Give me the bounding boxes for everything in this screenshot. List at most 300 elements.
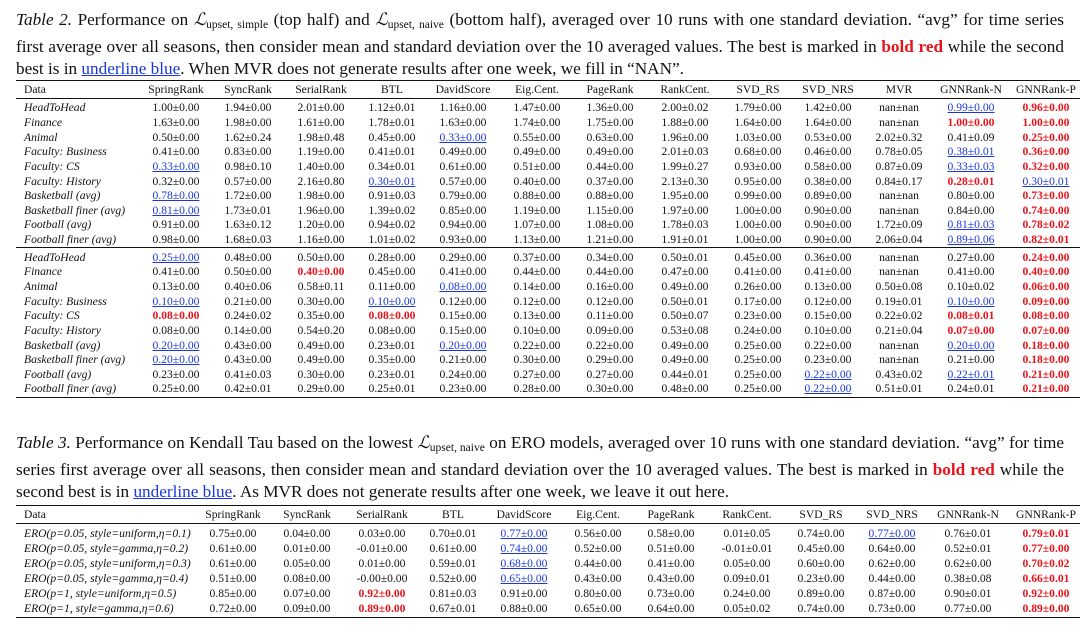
- result-cell: 0.44±0.00: [574, 556, 622, 570]
- result-cell: 0.23±0.00: [804, 353, 852, 367]
- table-row: [16, 524, 1080, 542]
- result-cell: 0.44±0.00: [586, 265, 634, 279]
- result-cell: 0.44±0.00: [513, 265, 561, 279]
- result-cell: 0.09±0.00: [1022, 294, 1070, 308]
- result-cell: 0.80±0.00: [574, 586, 622, 600]
- column-header: Eig.Cent.: [576, 508, 620, 521]
- result-cell: 0.09±0.01: [723, 571, 771, 585]
- dataset-name: Faculty: Business: [24, 294, 107, 308]
- result-cell: 0.21±0.00: [439, 353, 487, 367]
- result-cell: 1.95±0.00: [661, 189, 709, 203]
- result-cell: 0.88±0.00: [513, 189, 561, 203]
- result-cell: 0.72±0.00: [209, 602, 257, 616]
- table-row: [16, 116, 1080, 131]
- result-cell: 0.82±0.01: [1022, 233, 1070, 247]
- dataset-name: Football (avg): [24, 218, 92, 232]
- result-cell: 0.98±0.10: [224, 159, 272, 173]
- result-cell: 0.50±0.00: [297, 250, 345, 264]
- table-row: [16, 280, 1080, 295]
- result-cell: 0.41±0.00: [947, 265, 995, 279]
- result-cell: 1.21±0.00: [586, 233, 634, 247]
- result-cell: 1.63±0.00: [152, 115, 200, 129]
- result-cell: 0.77±0.00: [868, 526, 916, 540]
- result-cell: nan±nan: [879, 101, 919, 115]
- result-cell: 0.36±0.00: [1022, 145, 1070, 159]
- result-cell: 0.14±0.00: [224, 323, 272, 337]
- result-cell: 0.10±0.02: [947, 280, 995, 293]
- result-cell: 0.41±0.01: [368, 145, 416, 159]
- result-cell: 0.91±0.00: [152, 218, 200, 232]
- result-cell: 0.21±0.00: [1022, 382, 1070, 396]
- dataset-name: Finance: [24, 265, 62, 279]
- result-cell: 0.18±0.00: [1022, 353, 1070, 367]
- result-cell: 0.81±0.03: [947, 218, 995, 232]
- column-header: PageRank: [586, 83, 634, 96]
- result-cell: 1.96±0.00: [297, 203, 345, 217]
- result-cell: 0.67±0.01: [429, 602, 477, 616]
- result-cell: 0.45±0.00: [797, 541, 845, 555]
- column-header: SpringRank: [148, 83, 204, 96]
- column-header: MVR: [885, 83, 913, 96]
- result-cell: 0.11±0.00: [586, 309, 634, 323]
- table-row: [16, 309, 1080, 324]
- result-cell: nan±nan: [879, 189, 919, 203]
- result-cell: 0.41±0.00: [734, 265, 782, 279]
- result-cell: 1.72±0.09: [875, 218, 923, 232]
- table-row: [16, 160, 1080, 175]
- result-cell: 0.21±0.00: [947, 353, 995, 367]
- result-cell: 0.98±0.00: [152, 233, 200, 247]
- column-header: BTL: [381, 83, 403, 96]
- dataset-name: ERO(p=0.05, style=uniform,η=0.3): [24, 556, 191, 570]
- result-cell: 0.14±0.00: [513, 280, 561, 293]
- result-cell: 0.57±0.00: [224, 174, 272, 188]
- column-header: SerialRank: [356, 508, 408, 521]
- result-cell: 0.74±0.00: [797, 526, 845, 540]
- result-cell: 1.74±0.00: [513, 115, 561, 129]
- result-cell: 0.93±0.00: [734, 159, 782, 173]
- result-cell: 0.89±0.06: [947, 233, 995, 247]
- column-header: SVD_RS: [736, 83, 780, 96]
- result-cell: 0.51±0.00: [647, 541, 695, 555]
- result-cell: 1.19±0.00: [297, 145, 345, 159]
- result-cell: 0.45±0.00: [368, 130, 416, 144]
- dataset-name: Basketball (avg): [24, 338, 101, 352]
- result-cell: 0.61±0.00: [209, 541, 257, 555]
- result-cell: 0.44±0.01: [661, 367, 709, 381]
- table-row: [16, 248, 1080, 265]
- result-cell: 0.12±0.00: [804, 294, 852, 308]
- result-cell: 0.27±0.00: [586, 367, 634, 381]
- result-cell: 1.20±0.00: [297, 218, 345, 232]
- result-cell: 2.13±0.30: [661, 174, 709, 188]
- column-header: DavidScore: [435, 83, 491, 96]
- result-cell: 1.00±0.00: [734, 203, 782, 217]
- result-cell: 0.10±0.00: [368, 294, 416, 308]
- result-cell: 1.79±0.00: [734, 101, 782, 115]
- result-cell: 0.62±0.00: [868, 556, 916, 570]
- result-cell: 0.24±0.02: [224, 309, 272, 323]
- result-cell: 0.49±0.00: [297, 338, 345, 352]
- result-cell: 0.15±0.00: [439, 323, 487, 337]
- result-cell: 0.26±0.00: [734, 280, 782, 293]
- result-cell: 0.92±0.00: [358, 586, 406, 600]
- result-cell: 0.13±0.00: [152, 280, 200, 293]
- result-cell: 1.96±0.00: [661, 130, 709, 144]
- result-cell: 0.63±0.00: [586, 130, 634, 144]
- result-cell: 0.30±0.00: [513, 353, 561, 367]
- result-cell: 1.40±0.00: [297, 159, 345, 173]
- result-cell: 1.98±0.48: [297, 130, 345, 144]
- result-cell: 0.42±0.01: [224, 382, 272, 396]
- result-cell: 0.43±0.00: [224, 353, 272, 367]
- result-cell: 0.64±0.00: [868, 541, 916, 555]
- result-cell: 0.10±0.00: [804, 323, 852, 337]
- result-cell: 0.15±0.00: [804, 309, 852, 323]
- result-cell: 1.01±0.02: [368, 233, 416, 247]
- result-cell: 0.25±0.00: [734, 353, 782, 367]
- table-row: [16, 541, 1080, 556]
- result-cell: 0.22±0.00: [513, 338, 561, 352]
- result-cell: 0.25±0.00: [152, 250, 200, 264]
- dataset-name: Football finer (avg): [24, 382, 117, 396]
- result-cell: 1.63±0.00: [439, 115, 487, 129]
- table3-header-row: [16, 506, 1080, 524]
- column-header: GNNRank-N: [940, 83, 1002, 96]
- table2-caption-text: Performance on ℒ$_{upset, simple}$ (top half) and ℒ$_{upset, naive}$ (bottom half), averaged over 10 runs with one standard deviation. “avg” for time series first average over all seasons, then consider mean and standard deviation over the 10 averaged values. The best is marked in bold red while the second best is in underline blue. When MVR does not generate results after one week, we fill in “NAN”.: [16, 10, 1064, 78]
- dataset-name: Basketball finer (avg): [24, 353, 126, 367]
- result-cell: 1.72±0.00: [224, 189, 272, 203]
- result-cell: 0.50±0.07: [661, 309, 709, 323]
- result-cell: 0.51±0.00: [513, 159, 561, 173]
- result-cell: 0.24±0.00: [1022, 250, 1070, 264]
- result-cell: 0.61±0.00: [429, 541, 477, 555]
- result-cell: 0.40±0.00: [1022, 265, 1070, 279]
- result-cell: nan±nan: [879, 115, 919, 129]
- result-cell: 0.52±0.00: [574, 541, 622, 555]
- result-cell: 0.22±0.01: [947, 367, 995, 381]
- result-cell: -0.01±0.00: [356, 541, 408, 555]
- result-cell: 0.24±0.00: [734, 323, 782, 337]
- result-cell: 0.38±0.01: [947, 145, 995, 159]
- result-cell: 0.50±0.00: [224, 265, 272, 279]
- result-cell: 0.40±0.06: [224, 280, 272, 293]
- result-cell: 0.95±0.00: [734, 174, 782, 188]
- result-cell: 1.64±0.00: [734, 115, 782, 129]
- result-cell: 0.49±0.00: [586, 145, 634, 159]
- column-header: RankCent.: [722, 508, 772, 521]
- result-cell: 0.66±0.01: [1022, 571, 1070, 585]
- result-cell: 1.00±0.00: [947, 115, 995, 129]
- result-cell: 0.07±0.00: [947, 323, 995, 337]
- result-cell: 0.01±0.05: [723, 526, 771, 540]
- table3: [16, 505, 1080, 618]
- result-cell: 0.58±0.00: [804, 159, 852, 173]
- column-header: SVD_NRS: [802, 83, 854, 96]
- result-cell: 0.58±0.11: [297, 280, 345, 293]
- result-cell: 0.96±0.00: [1022, 101, 1070, 115]
- result-cell: 0.54±0.20: [297, 323, 345, 337]
- dataset-name: ERO(p=0.05, style=gamma,η=0.4): [24, 571, 189, 585]
- result-cell: 0.41±0.00: [439, 265, 487, 279]
- result-cell: 0.81±0.00: [152, 203, 200, 217]
- result-cell: 0.64±0.00: [647, 602, 695, 616]
- result-cell: 0.27±0.00: [947, 250, 995, 264]
- table3-caption: [16, 432, 1064, 503]
- result-cell: 0.34±0.01: [368, 159, 416, 173]
- result-cell: 0.08±0.00: [152, 309, 200, 323]
- result-cell: 0.28±0.01: [947, 174, 995, 188]
- result-cell: 0.30±0.01: [1022, 174, 1070, 188]
- result-cell: 1.97±0.00: [661, 203, 709, 217]
- result-cell: 0.10±0.00: [947, 294, 995, 308]
- result-cell: 1.62±0.24: [224, 130, 272, 144]
- result-cell: 1.03±0.00: [734, 130, 782, 144]
- dataset-name: Faculty: CS: [24, 309, 80, 323]
- result-cell: 0.05±0.00: [723, 556, 771, 570]
- result-cell: 1.00±0.00: [734, 218, 782, 232]
- column-header: GNNRank-P: [1016, 83, 1076, 96]
- result-cell: 0.77±0.00: [944, 602, 992, 616]
- result-cell: 0.53±0.08: [661, 323, 709, 337]
- result-cell: 0.33±0.03: [947, 159, 995, 173]
- result-cell: 0.29±0.00: [586, 353, 634, 367]
- result-cell: 0.30±0.00: [297, 294, 345, 308]
- result-cell: 0.73±0.00: [647, 586, 695, 600]
- result-cell: 1.00±0.00: [152, 101, 200, 115]
- table3-label: Table 3.: [16, 433, 71, 452]
- result-cell: 0.48±0.00: [224, 250, 272, 264]
- result-cell: 0.52±0.00: [429, 571, 477, 585]
- result-cell: 0.65±0.00: [574, 602, 622, 616]
- result-cell: 0.08±0.00: [283, 571, 331, 585]
- result-cell: 0.15±0.00: [439, 309, 487, 323]
- result-cell: 0.17±0.00: [734, 294, 782, 308]
- result-cell: 0.90±0.01: [944, 586, 992, 600]
- result-cell: 0.07±0.00: [283, 586, 331, 600]
- result-cell: 0.49±0.00: [661, 353, 709, 367]
- result-cell: 0.85±0.00: [439, 203, 487, 217]
- column-header: SVD_NRS: [866, 508, 918, 521]
- dataset-name: Football (avg): [24, 367, 92, 381]
- result-cell: 0.49±0.00: [661, 280, 709, 293]
- result-cell: 1.00±0.00: [734, 233, 782, 247]
- result-cell: 0.36±0.00: [804, 250, 852, 264]
- result-cell: 0.89±0.00: [804, 189, 852, 203]
- result-cell: 0.22±0.00: [804, 382, 852, 396]
- result-cell: 0.30±0.00: [297, 367, 345, 381]
- result-cell: 0.47±0.00: [661, 265, 709, 279]
- result-cell: 1.47±0.00: [513, 101, 561, 115]
- column-header: RankCent.: [660, 83, 710, 96]
- dataset-name: Faculty: Business: [24, 145, 107, 159]
- dataset-name: Animal: [24, 130, 58, 144]
- result-cell: 0.43±0.00: [647, 571, 695, 585]
- result-cell: 0.21±0.00: [224, 294, 272, 308]
- result-cell: 1.98±0.00: [224, 115, 272, 129]
- result-cell: 0.24±0.00: [439, 367, 487, 381]
- result-cell: 1.16±0.00: [439, 101, 487, 115]
- result-cell: 2.00±0.02: [661, 101, 709, 115]
- result-cell: 0.94±0.00: [439, 218, 487, 232]
- result-cell: 0.25±0.00: [152, 382, 200, 396]
- result-cell: 0.09±0.00: [283, 602, 331, 616]
- result-cell: 0.60±0.00: [797, 556, 845, 570]
- result-cell: 0.53±0.00: [804, 130, 852, 144]
- result-cell: 0.81±0.03: [429, 586, 477, 600]
- result-cell: 1.36±0.00: [586, 101, 634, 115]
- result-cell: 1.15±0.00: [586, 203, 634, 217]
- result-cell: 1.64±0.00: [804, 115, 852, 129]
- result-cell: 0.91±0.00: [500, 586, 548, 600]
- result-cell: 0.08±0.00: [152, 323, 200, 337]
- result-cell: 0.38±0.08: [944, 571, 992, 585]
- table-row: [16, 571, 1080, 586]
- table2-top-half: [16, 99, 1080, 248]
- table-row: [16, 130, 1080, 145]
- result-cell: nan±nan: [879, 353, 919, 367]
- table-row: [16, 353, 1080, 368]
- result-cell: 2.02±0.32: [875, 130, 923, 144]
- dataset-name: ERO(p=1, style=gamma,η=0.6): [24, 602, 174, 616]
- column-header: PageRank: [647, 508, 695, 521]
- result-cell: 0.70±0.02: [1022, 556, 1070, 570]
- result-cell: 0.51±0.00: [209, 571, 257, 585]
- result-cell: 0.22±0.00: [586, 338, 634, 352]
- result-cell: 0.08±0.00: [368, 309, 416, 323]
- result-cell: 0.06±0.00: [1022, 280, 1070, 293]
- result-cell: 0.40±0.00: [513, 174, 561, 188]
- column-header: BTL: [442, 508, 464, 521]
- result-cell: -0.00±0.00: [356, 571, 408, 585]
- result-cell: 0.27±0.00: [513, 367, 561, 381]
- result-cell: 0.61±0.00: [209, 556, 257, 570]
- result-cell: 1.99±0.27: [661, 159, 709, 173]
- result-cell: 0.44±0.00: [586, 159, 634, 173]
- table-row: [16, 99, 1080, 116]
- dataset-name: Faculty: History: [24, 174, 101, 188]
- column-header: DavidScore: [496, 508, 552, 521]
- result-cell: 1.68±0.03: [224, 233, 272, 247]
- result-cell: 0.01±0.00: [358, 556, 406, 570]
- result-cell: 1.75±0.00: [586, 115, 634, 129]
- result-cell: nan±nan: [879, 338, 919, 352]
- result-cell: 0.13±0.00: [804, 280, 852, 293]
- result-cell: 0.61±0.00: [439, 159, 487, 173]
- result-cell: 0.20±0.00: [947, 338, 995, 352]
- column-header: GNNRank-P: [1016, 508, 1076, 521]
- result-cell: 0.44±0.00: [868, 571, 916, 585]
- result-cell: 0.89±0.00: [358, 602, 406, 616]
- result-cell: 0.21±0.04: [875, 323, 923, 337]
- result-cell: 0.46±0.00: [804, 145, 852, 159]
- result-cell: 0.93±0.00: [439, 233, 487, 247]
- result-cell: 0.85±0.00: [209, 586, 257, 600]
- result-cell: 0.58±0.00: [647, 526, 695, 540]
- result-cell: 0.08±0.00: [368, 323, 416, 337]
- result-cell: 0.90±0.00: [804, 218, 852, 232]
- result-cell: 0.51±0.01: [875, 382, 923, 396]
- result-cell: 0.73±0.00: [868, 602, 916, 616]
- result-cell: 0.59±0.01: [429, 556, 477, 570]
- table-row: [16, 368, 1080, 383]
- result-cell: 0.35±0.00: [368, 353, 416, 367]
- result-cell: 0.10±0.00: [152, 294, 200, 308]
- result-cell: 0.33±0.00: [152, 159, 200, 173]
- result-cell: 0.38±0.00: [804, 174, 852, 188]
- dataset-name: ERO(p=1, style=uniform,η=0.5): [24, 586, 177, 600]
- column-header: Data: [24, 83, 46, 96]
- result-cell: 0.57±0.00: [439, 174, 487, 188]
- result-cell: 2.01±0.00: [297, 101, 345, 115]
- result-cell: 0.79±0.00: [439, 189, 487, 203]
- result-cell: 0.48±0.00: [661, 382, 709, 396]
- result-cell: 0.74±0.00: [1022, 203, 1070, 217]
- column-header: SpringRank: [205, 508, 261, 521]
- result-cell: 0.28±0.00: [368, 250, 416, 264]
- result-cell: 0.10±0.00: [513, 323, 561, 337]
- result-cell: 0.49±0.00: [297, 353, 345, 367]
- result-cell: 0.25±0.00: [734, 382, 782, 396]
- result-cell: 0.20±0.00: [152, 353, 200, 367]
- result-cell: 0.30±0.01: [368, 174, 416, 188]
- result-cell: 0.04±0.00: [283, 526, 331, 540]
- column-header: SyncRank: [283, 508, 331, 521]
- result-cell: 0.90±0.00: [804, 203, 852, 217]
- result-cell: 0.65±0.00: [500, 571, 548, 585]
- result-cell: 0.78±0.05: [875, 145, 923, 159]
- result-cell: 0.56±0.00: [574, 526, 622, 540]
- result-cell: 0.88±0.00: [500, 602, 548, 616]
- result-cell: 0.23±0.00: [734, 309, 782, 323]
- result-cell: 1.91±0.01: [661, 233, 709, 247]
- result-cell: 0.89±0.00: [797, 586, 845, 600]
- result-cell: 0.74±0.00: [500, 541, 548, 555]
- result-cell: 0.78±0.00: [152, 189, 200, 203]
- result-cell: 0.32±0.00: [152, 174, 200, 188]
- table2-header-row: [16, 81, 1080, 99]
- result-cell: 0.41±0.03: [224, 367, 272, 381]
- result-cell: 0.87±0.09: [875, 159, 923, 173]
- result-cell: 0.68±0.00: [734, 145, 782, 159]
- result-cell: 0.45±0.00: [368, 265, 416, 279]
- result-cell: 0.05±0.02: [723, 602, 771, 616]
- table-row: [16, 218, 1080, 233]
- result-cell: 0.29±0.00: [439, 250, 487, 264]
- result-cell: 0.89±0.00: [1022, 602, 1070, 616]
- result-cell: 0.91±0.03: [368, 189, 416, 203]
- dataset-name: HeadToHead: [24, 101, 86, 115]
- result-cell: 0.20±0.00: [152, 338, 200, 352]
- result-cell: 0.08±0.01: [947, 309, 995, 323]
- result-cell: 1.19±0.00: [513, 203, 561, 217]
- result-cell: 0.23±0.00: [797, 571, 845, 585]
- result-cell: 0.23±0.00: [152, 367, 200, 381]
- result-cell: 1.63±0.12: [224, 218, 272, 232]
- result-cell: 0.75±0.00: [209, 526, 257, 540]
- table-row: [16, 601, 1080, 617]
- dataset-name: Finance: [24, 115, 62, 129]
- result-cell: 0.41±0.00: [152, 145, 200, 159]
- result-cell: nan±nan: [879, 265, 919, 279]
- result-cell: 0.08±0.00: [1022, 309, 1070, 323]
- column-header: SVD_RS: [799, 508, 843, 521]
- result-cell: 0.41±0.00: [647, 556, 695, 570]
- result-cell: 0.84±0.17: [875, 174, 923, 188]
- result-cell: 0.83±0.00: [224, 145, 272, 159]
- result-cell: 0.12±0.00: [439, 294, 487, 308]
- result-cell: 0.12±0.00: [586, 294, 634, 308]
